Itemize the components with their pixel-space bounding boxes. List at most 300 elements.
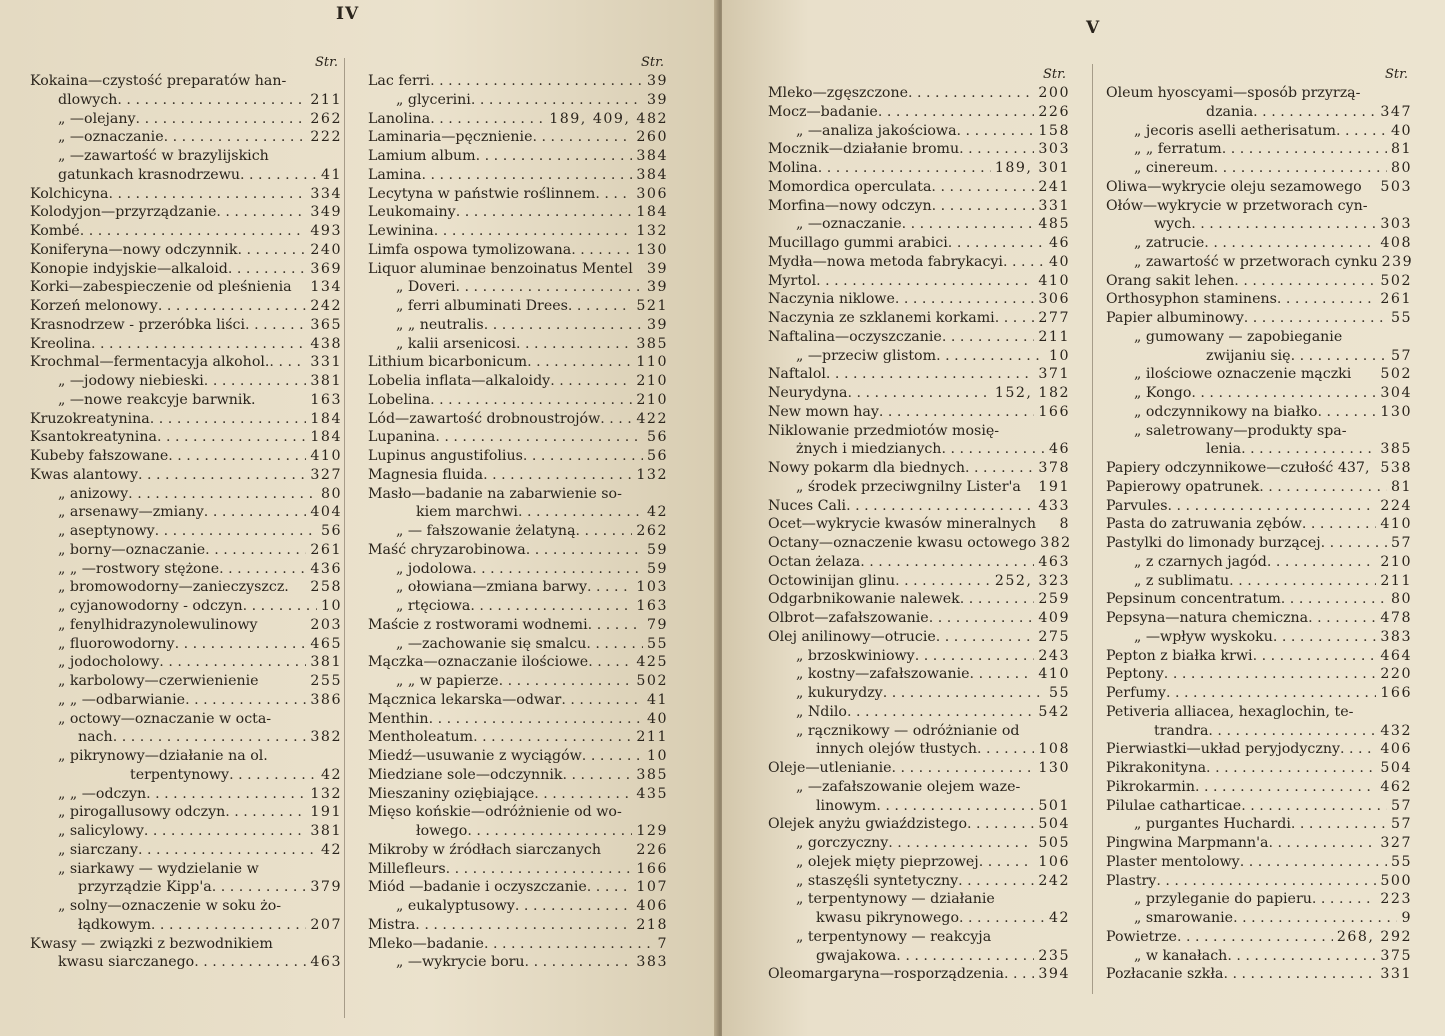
- page-number: 79: [646, 616, 668, 633]
- page-number: 110: [636, 354, 668, 371]
- index-term: innych olejów tłustych: [816, 741, 978, 758]
- page-number: 242: [1038, 872, 1070, 889]
- page-number: 241: [1038, 178, 1070, 195]
- page-number: 39: [646, 73, 668, 89]
- index-term: „ eukalyptusowy: [396, 898, 515, 914]
- index-term: Mięso końskie—odróżnienie od wo-: [368, 804, 622, 821]
- leader-dots: [430, 391, 632, 410]
- index-term: „ pikrynowy—działanie na ol.: [58, 748, 268, 764]
- page-number: 41: [320, 166, 342, 183]
- page-number: 132: [310, 785, 342, 802]
- page-number: 163: [310, 391, 342, 408]
- leader-dots: [158, 297, 307, 316]
- index-entry: [1106, 815, 1412, 834]
- page-number: 56: [320, 523, 342, 539]
- index-term: nach: [78, 729, 113, 746]
- leader-dots: [582, 747, 643, 766]
- index-entry: [368, 203, 668, 222]
- index-term: Ksantokreatynina: [30, 429, 157, 446]
- index-entry: [30, 410, 342, 429]
- index-term: Mocznik—działanie bromu: [768, 141, 960, 158]
- index-term: „ cyjanowodorny - odczyn: [58, 598, 243, 614]
- page-ref-header: Str.: [1042, 67, 1066, 82]
- index-entry: [1106, 590, 1412, 609]
- index-term: „ staszęśli syntetyczny: [796, 872, 959, 889]
- page-number: 365: [310, 316, 342, 333]
- leader-dots: [970, 665, 1035, 684]
- page-number: 384: [636, 148, 668, 164]
- index-entry: [30, 128, 342, 147]
- leader-dots: [456, 203, 633, 222]
- index-entry: [1106, 609, 1412, 628]
- page-number: 211: [310, 91, 342, 108]
- leader-dots: [883, 684, 1045, 703]
- index-term: „ siarkawy — wydzielanie w: [58, 860, 259, 877]
- index-term: dzania: [1206, 103, 1254, 120]
- index-term: Nowy pokarm dla biednych: [768, 460, 965, 476]
- page-number: 463: [310, 954, 342, 971]
- page-number: 158: [1038, 122, 1070, 139]
- index-term: wych: [1154, 216, 1192, 233]
- index-entry: [30, 635, 342, 654]
- page-number: 80: [1390, 160, 1412, 176]
- index-entry: [30, 91, 342, 110]
- index-entry: [1106, 740, 1412, 759]
- index-term: łowego: [416, 823, 468, 839]
- page-number: 303: [1380, 216, 1412, 233]
- leader-dots: [212, 878, 307, 897]
- index-entry: [768, 253, 1070, 272]
- index-term: Pasta do zatruwania zębów: [1106, 516, 1302, 533]
- index-entry: [768, 215, 1070, 234]
- index-term: Liquor aluminae benzoinatus Mentel: [368, 260, 633, 277]
- index-term: Lód—zawartość drobnoustrojów: [368, 410, 601, 427]
- leader-dots: [967, 815, 1034, 834]
- leader-dots: [1214, 159, 1387, 178]
- index-term: „ z sublimatu: [1134, 572, 1230, 589]
- leader-dots: [895, 290, 1035, 309]
- page-number: 382: [310, 729, 342, 746]
- index-term: „ Ndilo: [796, 703, 847, 720]
- index-term: Krasnodrzew - przeróbka liści: [30, 316, 246, 333]
- leader-dots: [219, 560, 306, 579]
- page-number: 226: [636, 841, 668, 858]
- index-term: linowym: [816, 797, 877, 814]
- leader-dots: [204, 503, 307, 522]
- page-number: 210: [636, 391, 668, 408]
- index-term: terpentynowy: [130, 766, 230, 783]
- index-term: „ —zafałszowanie olejem waze-: [796, 778, 1021, 795]
- index-term: Lobelia inflata—alkaloidy: [368, 373, 551, 389]
- page-number: 386: [310, 691, 342, 708]
- index-entry: [768, 515, 1070, 534]
- index-entry: [368, 91, 668, 110]
- index-entry: [768, 740, 1070, 759]
- page-number: 381: [310, 654, 342, 671]
- leader-dots: [1156, 872, 1376, 891]
- index-term: Kruzokreatynina: [30, 410, 150, 427]
- index-term: Perfumy: [1106, 685, 1166, 701]
- leader-dots: [936, 347, 1045, 366]
- index-term: „ aseptynowy: [58, 523, 155, 539]
- leader-dots: [876, 797, 1034, 816]
- index-entry: [1106, 215, 1412, 234]
- index-entry: [1106, 572, 1412, 591]
- index-entry: [768, 365, 1070, 384]
- leader-dots: [846, 497, 1034, 516]
- page-number: 410: [310, 448, 342, 464]
- index-entry: [30, 222, 342, 241]
- index-entry: [768, 422, 1070, 441]
- page-number: 504: [1038, 816, 1070, 833]
- leader-dots: [979, 853, 1035, 872]
- index-term: „ —analiza jakościowa: [796, 122, 957, 139]
- leader-dots: [896, 947, 1034, 966]
- page-number: 503: [1380, 178, 1412, 195]
- page-number: 106: [1038, 853, 1070, 870]
- index-entry: [30, 897, 342, 916]
- page-number: 8: [1059, 516, 1070, 533]
- index-term: „ odczynnikowy na białko: [1134, 403, 1318, 420]
- leader-dots: [1291, 347, 1387, 366]
- index-entry: [1106, 384, 1412, 403]
- index-term: przyrządzie Kipp'a: [78, 879, 212, 896]
- index-entry: [768, 403, 1070, 422]
- page-number: 57: [1390, 347, 1412, 364]
- index-entry: [30, 560, 342, 579]
- index-entry: [30, 578, 342, 597]
- index-term: „ gorczyczny: [796, 835, 889, 851]
- index-entry: [1106, 497, 1412, 516]
- page-number: 275: [1038, 628, 1070, 645]
- leader-dots: [150, 410, 307, 429]
- index-entry: [30, 653, 342, 672]
- page-number: 226: [1038, 103, 1070, 120]
- page-number: 10: [646, 748, 668, 764]
- page-number: 303: [1038, 141, 1070, 158]
- index-entry: [1106, 534, 1412, 553]
- leader-dots: [960, 590, 1035, 609]
- index-term: Morfina—nowy odczyn: [768, 197, 932, 214]
- page-number: 259: [1038, 591, 1070, 608]
- page-number: 406: [636, 898, 668, 914]
- index-term: Papierowy opatrunek: [1106, 478, 1260, 495]
- leader-dots: [588, 653, 632, 672]
- page-number: 39: [646, 260, 668, 277]
- page-number: 59: [646, 541, 668, 558]
- leader-dots: [1004, 965, 1034, 984]
- page-number: 211: [636, 729, 668, 746]
- page-number: 80: [320, 485, 342, 502]
- page-number: 258: [310, 579, 342, 596]
- index-entry: [368, 503, 668, 522]
- page-number: 478: [1380, 610, 1412, 626]
- page-number: 242: [310, 298, 342, 314]
- index-column-3: [768, 66, 1070, 984]
- page-number: 382: [1040, 535, 1072, 551]
- index-entry: [1106, 103, 1412, 122]
- index-entry: [30, 297, 342, 316]
- leader-dots: [1206, 759, 1376, 778]
- index-term: „ Kongo: [1134, 385, 1192, 401]
- page-number: 243: [1038, 647, 1070, 664]
- index-entry: [368, 897, 668, 916]
- index-term: Limfa ospowa tymolizowana: [368, 241, 572, 258]
- index-term: Olej anilinowy—otrucie: [768, 628, 936, 645]
- index-entry: [30, 503, 342, 522]
- index-entry: [368, 953, 668, 972]
- leader-dots: [1234, 272, 1376, 291]
- index-term: „ ilościowe oznaczenie mączki: [1134, 366, 1352, 383]
- index-term: Kolchicyna: [30, 185, 109, 202]
- leader-dots: [515, 897, 633, 916]
- index-term: Olejek anyżu gwiaździstego: [768, 816, 967, 833]
- leader-dots: [959, 909, 1045, 928]
- page-number: 493: [310, 223, 342, 239]
- index-entry: [768, 328, 1070, 347]
- index-entry: [368, 185, 668, 204]
- index-term: Orthosyphon staminens: [1106, 291, 1277, 308]
- page-number: 134: [310, 279, 342, 296]
- page-number: 381: [310, 823, 342, 839]
- leader-dots: [1208, 722, 1376, 741]
- index-entry: [30, 710, 342, 729]
- page-number: 410: [1038, 272, 1070, 289]
- page-number: 103: [636, 579, 668, 596]
- index-entry: [768, 553, 1070, 572]
- index-term: Pierwiastki—układ peryjodyczny: [1106, 741, 1340, 758]
- index-term: Krochmal—fermentacyja alkohol.: [30, 354, 270, 371]
- leader-dots: [562, 766, 632, 785]
- page-number: 379: [310, 879, 342, 896]
- index-term: Mieszaniny oziębiające: [368, 785, 535, 802]
- index-term: Neurydyna: [768, 385, 848, 401]
- index-term: „ fenylhidrazynolewulinowy: [58, 616, 258, 633]
- page-number: 223: [1380, 891, 1412, 908]
- leader-dots: [588, 616, 643, 635]
- index-entry: [768, 647, 1070, 666]
- page-number: 130: [1038, 760, 1070, 776]
- page-number: 39: [646, 91, 668, 108]
- index-entry: [30, 841, 342, 860]
- index-term: „ gumowany — zapobieganie: [1134, 328, 1343, 345]
- index-entry: [30, 260, 342, 279]
- column-rule: [344, 58, 345, 1018]
- index-entry: [368, 616, 668, 635]
- page-number: 218: [636, 916, 668, 933]
- page-number: 40: [646, 710, 668, 727]
- page-number: 81: [1390, 478, 1412, 495]
- index-entry: [1106, 403, 1412, 422]
- page-number: 207: [310, 916, 342, 933]
- index-term: zwijaniu się: [1206, 347, 1291, 364]
- index-term: Lobelina: [368, 391, 431, 408]
- page-number: 304: [1380, 385, 1412, 401]
- index-entry: [768, 178, 1070, 197]
- leader-dots: [931, 178, 1034, 197]
- page-number: 369: [310, 260, 342, 277]
- index-term: „ smarowanie: [1134, 910, 1234, 926]
- index-entry: [368, 166, 668, 185]
- page-number: 39: [646, 316, 668, 333]
- page-number: 306: [636, 185, 668, 202]
- leader-dots: [1195, 778, 1376, 797]
- index-entry: [1106, 684, 1412, 703]
- leader-dots: [879, 403, 1035, 422]
- index-entry: [1106, 309, 1412, 328]
- page-number: 55: [646, 635, 668, 652]
- leader-dots: [957, 122, 1035, 141]
- index-entry: [30, 822, 342, 841]
- index-entry: [1106, 722, 1412, 741]
- index-term: Parvules: [1106, 497, 1168, 514]
- leader-dots: [936, 628, 1035, 647]
- page-number: 334: [310, 185, 342, 202]
- index-entry: [1106, 834, 1412, 853]
- page-number: 436: [310, 560, 342, 577]
- page-number: 501: [1038, 797, 1070, 814]
- page-number: 261: [1380, 291, 1412, 308]
- page-number: 239: [1381, 253, 1414, 270]
- index-term: „ rtęciowa: [396, 598, 471, 614]
- index-term: Mącznica lekarska—odwar: [368, 691, 562, 708]
- leader-dots: [146, 785, 306, 804]
- page-number: 504: [1380, 760, 1412, 776]
- index-entry: [768, 290, 1070, 309]
- leader-dots: [587, 878, 633, 897]
- index-entry: [30, 372, 342, 391]
- leader-dots: [902, 215, 1035, 234]
- index-entry: [1106, 965, 1412, 984]
- page-number: 42: [320, 766, 342, 783]
- index-entry: [368, 597, 668, 616]
- index-entry: [1106, 178, 1412, 197]
- index-term: „ —oznaczanie: [796, 216, 902, 233]
- page-number: 252, 323: [994, 572, 1070, 589]
- page-number: 130: [1380, 403, 1412, 420]
- index-term: Pastylki do limonady burzącej: [1106, 535, 1321, 551]
- index-entry: [30, 953, 342, 972]
- index-term: Orang sakit lehen: [1106, 272, 1235, 289]
- leader-dots: [434, 222, 633, 241]
- leader-dots: [151, 916, 307, 935]
- index-entry: [1106, 253, 1412, 272]
- index-term: Octan żelaza: [768, 553, 861, 570]
- index-term: Korzeń melonowy: [30, 298, 158, 314]
- page-number: 385: [1380, 441, 1412, 458]
- leader-dots: [446, 860, 633, 879]
- page-number: 184: [310, 429, 342, 446]
- index-entry: [368, 147, 668, 166]
- index-entry: [30, 335, 342, 354]
- index-entry: [1106, 272, 1412, 291]
- index-entry: [30, 72, 342, 91]
- index-term: „ —olejany: [58, 110, 136, 127]
- index-term: New mown hay: [768, 403, 879, 420]
- index-term: Lamina: [368, 166, 422, 183]
- leader-dots: [456, 278, 643, 297]
- index-term: „ —zachowanie się smalcu: [396, 635, 587, 652]
- index-term: Lac ferri: [368, 73, 431, 89]
- leader-dots: [229, 766, 317, 785]
- index-entry: [368, 803, 668, 822]
- index-entry: [768, 459, 1070, 478]
- index-term: Peptony: [1106, 666, 1164, 683]
- leader-dots: [1267, 553, 1377, 572]
- leader-dots: [826, 365, 1035, 384]
- index-entry: [1106, 459, 1412, 478]
- index-term: Naczynia ze szklanemi korkami: [768, 310, 995, 326]
- page-number: 404: [310, 504, 342, 521]
- index-term: „ —nowe reakcyje barwnik.: [58, 391, 256, 408]
- page-number: 166: [1038, 403, 1070, 420]
- page-number: 211: [1380, 572, 1412, 589]
- index-term: Mocz—badanie: [768, 103, 878, 120]
- index-entry: [368, 222, 668, 241]
- page-number: 224: [1380, 497, 1412, 514]
- page-number: 425: [636, 654, 668, 671]
- leader-dots: [534, 785, 632, 804]
- index-term: Lithium bicarbonicum: [368, 354, 528, 371]
- leader-dots: [1168, 497, 1377, 516]
- index-entry: [30, 316, 342, 335]
- index-term: „ — fałszowanie żelatyną: [396, 523, 576, 539]
- index-entry: [768, 347, 1070, 366]
- index-term: „ cinereum: [1134, 160, 1214, 176]
- index-term: Kokaina—czystość preparatów han-: [30, 73, 287, 89]
- leader-dots: [499, 672, 633, 691]
- leader-dots: [240, 166, 317, 185]
- index-term: Mleko—zgęszczone: [768, 85, 908, 101]
- page-number: 46: [1048, 441, 1070, 458]
- index-entry: [368, 316, 668, 335]
- index-term: Kreolina: [30, 335, 91, 352]
- page-number: 502: [1380, 272, 1412, 289]
- leader-dots: [888, 834, 1034, 853]
- page-number: 485: [1038, 216, 1070, 233]
- leader-dots: [1336, 122, 1387, 141]
- leader-dots: [473, 728, 632, 747]
- index-term: Masło—badanie na zabarwienie so-: [368, 485, 622, 502]
- leader-dots: [484, 935, 654, 954]
- index-entry: [768, 609, 1070, 628]
- leader-dots: [243, 597, 317, 616]
- leader-dots: [561, 691, 643, 710]
- index-entry: [368, 278, 668, 297]
- index-term: Oleum hyoscyami—sposób przyrzą-: [1106, 85, 1361, 101]
- leader-dots: [892, 759, 1035, 778]
- index-term: „ zawartość w przetworach cynku: [1134, 253, 1378, 270]
- leader-dots: [1233, 909, 1397, 928]
- leader-dots: [159, 653, 306, 672]
- index-entry: [30, 278, 342, 297]
- page-number: 132: [636, 223, 668, 239]
- page-number: 7: [657, 935, 668, 952]
- page-number: 39: [646, 279, 668, 296]
- leader-dots: [138, 466, 306, 485]
- leader-dots: [959, 140, 1034, 159]
- index-entry: [1106, 515, 1412, 534]
- page-number: 163: [636, 598, 668, 614]
- page-number: 55: [1390, 310, 1412, 326]
- leader-dots: [1281, 590, 1387, 609]
- index-term: Laminaria—pęcznienie: [368, 129, 533, 146]
- index-term: Maście z rostworami wodnemi: [368, 616, 588, 633]
- index-term: „ „ neutralis: [396, 316, 484, 333]
- index-term: „ salicylowy: [58, 823, 144, 839]
- leader-dots: [915, 647, 1035, 666]
- index-entry: [368, 822, 668, 841]
